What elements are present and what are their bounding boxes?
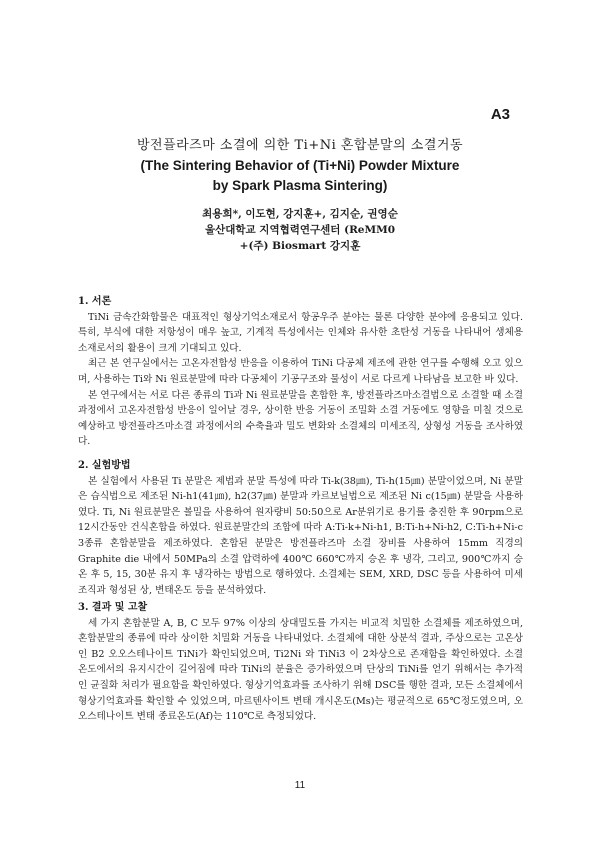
paragraph: 최근 본 연구실에서는 고온자전합성 반응을 이용하여 TiNi 다공체 제조에 관한 연구를 수행해 오고 있으며, 사용하는 Ti와 Ni 원료분말에 따라 다공체이 기공구조와 물성이 서로 다르게 나타남을 보고한 바 있다. [78,358,523,385]
section-results [78,600,523,725]
paragraph: 세 가지 혼합분말 A, B, C 모두 97% 이상의 상대밀도를 가지는 비교적 치밀한 소결체를 제조하였으며, 혼합분말의 종류에 따라 상이한 치밀화 거동을 나타내었다. 소결체에 대한 상분석 결과, 주상으로는 고온상인 B2 오오스테나이트 TiNi가 확인되었으며, Ti2Ni 와 TiNi3 이 2차상으로 존재함을 확인하였다. 소결 온도에서의 유지시간이 길어짐에 따라 TiNi의 분율은 증가하였으며 단상의 TiNi를 얻기 위해서는 추가적인 균질화 처리가 필요함을 확인하였다. 형상기억효과를 조사하기 위해 DSC를 행한 결과, 모든 소결체에서 형상기억효과를 확인할 수 있었으며, 마르텐사이트 변태 개시온도(Ms)는 평균적으로 65℃정도였으며, 오오스테나이트 변태 종료온도(Af)는 110℃로 측정되었다. [78,617,523,723]
section-method [78,458,523,598]
page-number: 11 [294,780,306,791]
paragraph: TiNi 금속간화합물은 대표적인 형상기억소재로서 항공우주 분야는 물론 다양한 분야에 응용되고 있다. 특히, 부식에 대한 저항성이 매우 높고, 기계적 특성에서는 인체와 유사한 초탄성 거동을 나타내어 생체용 소재로서의 활용이 크게 기대되고 있다. [78,311,523,354]
english-title-line2: by Spark Plasma Sintering) [212,178,388,193]
author-block [0,206,600,254]
paragraph: 본 연구에서는 서로 다른 종류의 Ti과 Ni 원료분말을 혼합한 후, 방전플라즈마소결법으로 소결할 때 소결 과정에서 고온자전합성 반응이 일어날 경우, 상이한 반응 거동이 조밀화 소결 거동에도 영향을 미칠 것으로 예상하고 방전플라즈마소결 과정에서의 수축율과 밀도 변화와 소결체의 미세조직, 상형성 거동을 조사하였다. [78,389,523,448]
title-block [0,136,600,196]
author-names: 최용희*, 이도현, 강지훈+, 김지순, 권영순 [202,208,398,220]
abstract-code: A3 [490,106,510,123]
english-title-line1: (The Sintering Behavior of (Ti+Ni) Powder Mixture [140,158,460,173]
section-introduction [78,294,523,450]
section-heading: 2. 실험방법 [78,460,131,471]
author-affiliation-2: +(주) Biosmart 강지훈 [239,240,361,252]
korean-title: 방전플라즈마 소결에 의한 Ti+Ni 혼합분말의 소결거동 [136,138,464,153]
paragraph: 본 실험에서 사용된 Ti 분말은 제법과 분말 특성에 따라 Ti-k(38㎛), Ti-h(15㎛) 분말이었으며, Ni 분말은 습식법으로 제조된 Ni-h1(41㎛), h2(37㎛) 분말과 카르보닐법으로 제조된 Ni c(15㎛) 분말을 사용하였다. Ti, Ni 원료분말은 볼밀을 사용하여 원자량비 50:50으로 Ar분위기로 용기를 충진한 후 90rpm으로 12시간동안 건식혼합을 하였다. 원료분말간의 조합에 따라 A:Ti-k+Ni-h1, B:Ti-h+Ni-h2, C:Ti-h+Ni-c 3종류 혼합분말을 제조하였다. 혼합된 분말은 방전플라즈마 소결 장비를 사용하여 15mm 직경의 Graphite die 내에서 50MPa의 소결 압력하에 400℃ 660℃까지 승온 후 냉각, 그리고, 900℃까지 승온 후 5, 15, 30분 유지 후 냉각하는 방법으로 행하였다. 소결체는 SEM, XRD, DSC 등을 사용하여 미세조직과 형성된 상, 변태온도 등을 분석하였다. [78,475,523,596]
section-heading: 1. 서론 [78,296,112,307]
author-affiliation: 울산대학교 지역협력연구센터 (ReMM0 [204,224,396,236]
section-heading: 3. 결과 및 고찰 [78,602,148,613]
